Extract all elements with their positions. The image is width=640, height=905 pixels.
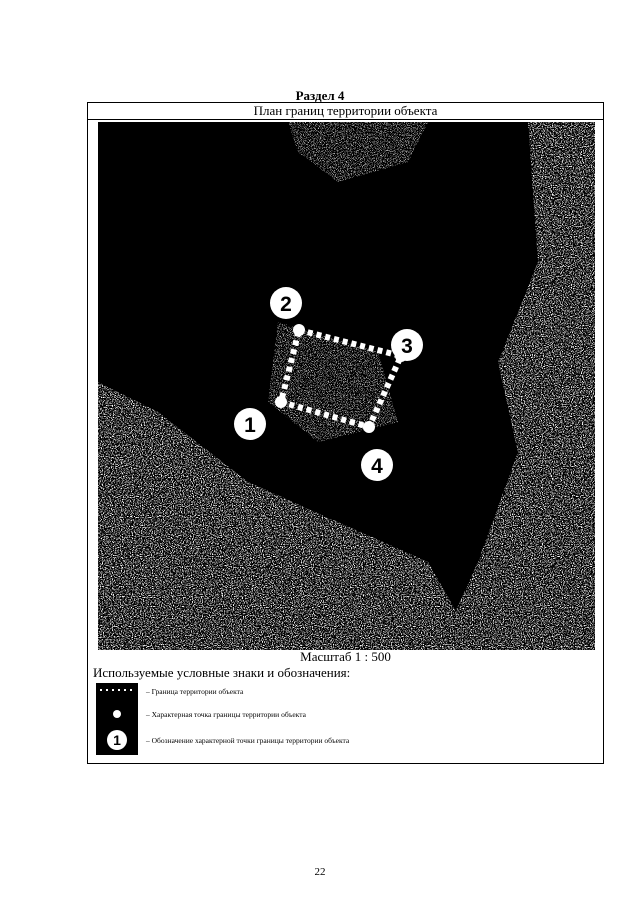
boundary-point-dot <box>293 324 305 336</box>
section-title: Раздел 4 <box>295 88 345 103</box>
legend-label-swatch <box>96 725 138 755</box>
plan-frame <box>87 102 604 764</box>
aerial-map-image <box>98 122 595 650</box>
svg-text:4: 4 <box>371 455 383 478</box>
legend-item-boundary: – Граница территории объекта <box>146 687 244 696</box>
page-number: 22 <box>314 866 326 878</box>
boundary-point-label-3 <box>391 329 423 361</box>
boundary-point-dot <box>363 421 375 433</box>
boundary-point-label-2 <box>270 287 302 319</box>
legend-point-swatch <box>96 703 138 725</box>
svg-text:3: 3 <box>401 335 413 358</box>
boundary-point-dot <box>275 396 287 408</box>
white-dot-icon <box>96 703 138 725</box>
map-scale: Масштаб 1 : 500 <box>300 649 391 664</box>
boundary-point-label-1 <box>234 408 266 440</box>
legend-boundary-swatch <box>96 683 138 703</box>
svg-text:1: 1 <box>244 414 256 437</box>
legend-title: Используемые условные знаки и обозначения: <box>93 665 351 680</box>
numbered-circle-icon <box>96 725 138 755</box>
dotted-boundary-icon <box>96 683 138 703</box>
svg-text:2: 2 <box>280 293 292 316</box>
boundary-point-label-4 <box>361 449 393 481</box>
legend-item-label: – Обозначение характерной точки границы территории объекта <box>146 736 350 745</box>
legend-item-point: – Характерная точка границы территории объекта <box>146 710 306 719</box>
plan-title: План границ территории объекта <box>88 103 603 120</box>
svg-text:1: 1 <box>113 732 121 748</box>
